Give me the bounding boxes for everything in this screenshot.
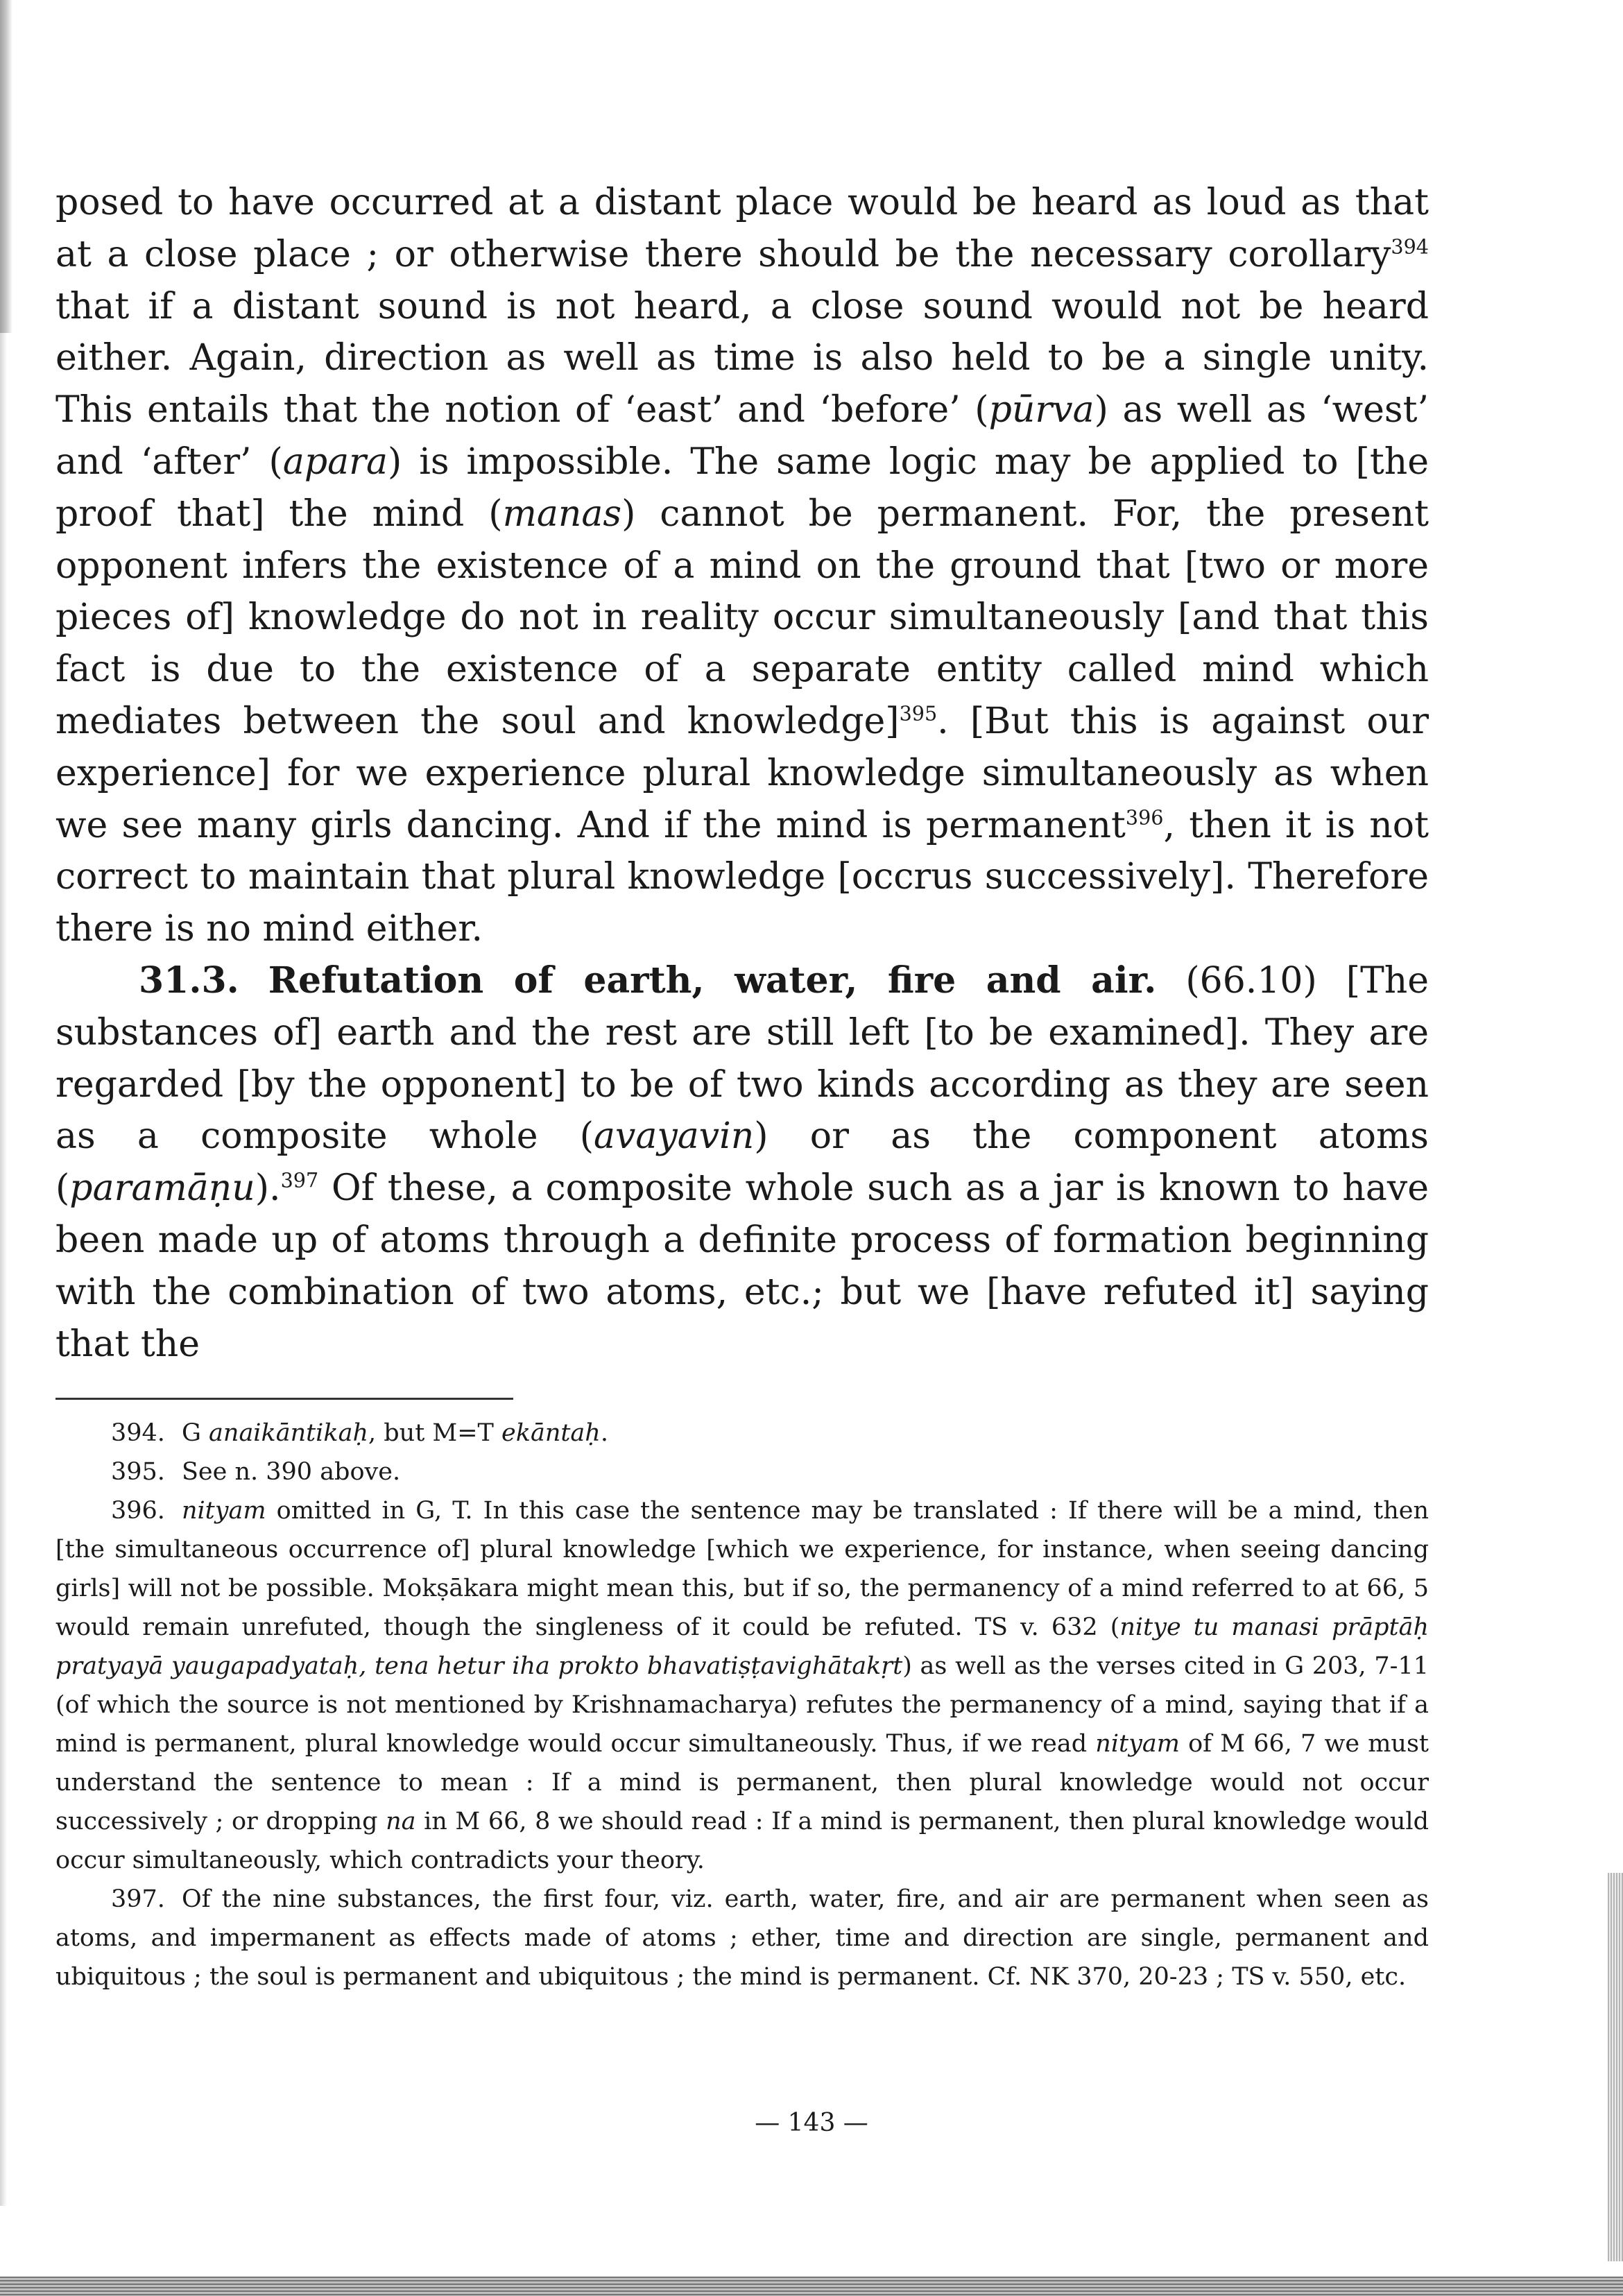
text-run: ) as well as the verses cited in G 203, 7-11 (of which the source is not mentioned by Krishnamacharya) refutes the permanency of a mind, saying that if a mind is permanent, plural knowledge would occur simultaneously. Thus, if we read (55, 1652, 1429, 1758)
text-run: , then it is not correct to maintain that plural knowledge [occrus successively]. Therefore there is no mind either. (55, 804, 1429, 950)
text-run: See n. 390 above. (181, 1458, 401, 1487)
text-run: omitted in G, T. In this case the sentence may be translated : If there will be a mind, then [the simultaneous occurrence of] plural knowledge [which we experience, for instance, when seeing dancing girls] will not be possible. Mokṣākara might mean this, but if so, the permanency of a mind referred to at 66, 5 would remain unrefuted, though the singleness of it could be refuted. TS v. 632 ( (55, 1497, 1429, 1642)
section-paragraph (55, 955, 1429, 1370)
footnote-ref-397: 397 (280, 1168, 319, 1192)
text-run: ) or as the component atoms ( (55, 1115, 1429, 1210)
footnote-number: 394. (111, 1419, 165, 1448)
page-content (55, 177, 1429, 1996)
italic-term: paramāṇu (69, 1167, 255, 1210)
text-run: posed to have occurred at a distant place would be heard as loud as that at a close place ; or otherwise there should be the necessary corollary (55, 182, 1429, 275)
italic-term: manas (502, 492, 622, 535)
text-run: ) is impossible. The same logic may be applied to [the proof that] the mind ( (55, 440, 1429, 535)
footnote-number: 396. (111, 1497, 165, 1525)
italic-term: na (386, 1808, 416, 1836)
italic-term: nitye tu manasi prāptāḥ pratyayā yaugapadyataḥ, tena hetur iha prokto bhavatiṣṭavighātakṛt (55, 1613, 1429, 1681)
footnote-ref-394: 394 (1391, 234, 1429, 259)
footnote-number: 395. (111, 1458, 165, 1487)
footnote-395 (55, 1453, 1429, 1491)
paragraph-continued (55, 177, 1429, 955)
italic-term: apara (282, 440, 388, 483)
text-run: in M 66, 8 we should read : If a mind is permanent, then plural knowledge would occur simultaneously, which contradicts your theory. (55, 1808, 1429, 1875)
text-run: of M 66, 7 we must understand the sentence to mean : If a mind is permanent, then plural knowledge would not occur successively ; or dropping (55, 1730, 1429, 1836)
italic-term: pūrva (988, 389, 1094, 431)
text-run: G (181, 1419, 209, 1448)
section-number: 31.3. (139, 959, 239, 1002)
text-run: ) as well as ‘west’ and ‘after’ ( (55, 389, 1429, 483)
footnote-number: 397. (111, 1885, 165, 1914)
footnote-397 (55, 1880, 1429, 1996)
section-heading: Refutation of earth, water, fire and air. (268, 959, 1157, 1002)
scan-edge-shadow-left (0, 0, 12, 333)
page-number: — 143 — (755, 2109, 868, 2137)
footnote-394 (55, 1414, 1429, 1453)
italic-term: ekāntaḥ (501, 1419, 601, 1448)
text-run: Of the nine substances, the first four, viz. earth, water, fire, and air are permanent when seen as atoms, and impermanent as effects made of atoms ; ether, time and direction are single, permanent and ubiquitous ; the soul is permanent and ubiquitous ; the mind is permanent. Cf. NK 370, 20-23 ; TS v. 550, etc. (55, 1885, 1429, 1991)
text-run: . [But this is against our experience] for we experience plural knowledge simultaneously as when we see many girls dancing. And if the mind is permanent (55, 700, 1429, 846)
footnotes (55, 1414, 1429, 1996)
footnote-396 (55, 1491, 1429, 1880)
main-text (55, 177, 1429, 1370)
text-run: ). (255, 1167, 281, 1210)
scan-edge-shadow-left-lower (0, 333, 7, 2206)
footnote-divider (55, 1398, 513, 1400)
scan-edge-shadow-bottom (0, 2277, 1623, 2296)
text-run: (66.10) [The substances of] earth and the rest are still left [to be examined]. They are regarded [by the opponent] to be of two kinds according as they are seen as a composite whole ( (55, 959, 1429, 1158)
text-run: that if a distant sound is not heard, a close sound would not be heard either. Again, direction as well as time is also held to be a single unity. This entails that the notion of ‘east’ and ‘before’ ( (55, 285, 1429, 431)
text-run: ) cannot be permanent. For, the present opponent infers the existence of a mind on the ground that [two or more pieces of] knowledge do not in reality occur simultaneously [and that this fact is due to the existence of a separate entity called mind which mediates between the soul and knowledge] (55, 492, 1429, 742)
italic-term: nityam (1095, 1730, 1180, 1758)
footnote-ref-395: 395 (899, 701, 938, 726)
text-run: Of these, a composite whole such as a jar is known to have been made up of atoms through a definite process of formation beginning with the combination of two atoms, etc.; but we [have refuted it] saying that the (55, 1167, 1429, 1365)
italic-term: avayavin (594, 1115, 755, 1158)
text-run: , but M=T (368, 1419, 502, 1448)
scan-edge-shadow-right (1608, 1873, 1623, 2261)
italic-term: nityam (181, 1497, 266, 1525)
italic-term: anaikāntikaḥ (209, 1419, 368, 1448)
footnote-ref-396: 396 (1125, 805, 1164, 830)
text-run: . (600, 1419, 608, 1448)
